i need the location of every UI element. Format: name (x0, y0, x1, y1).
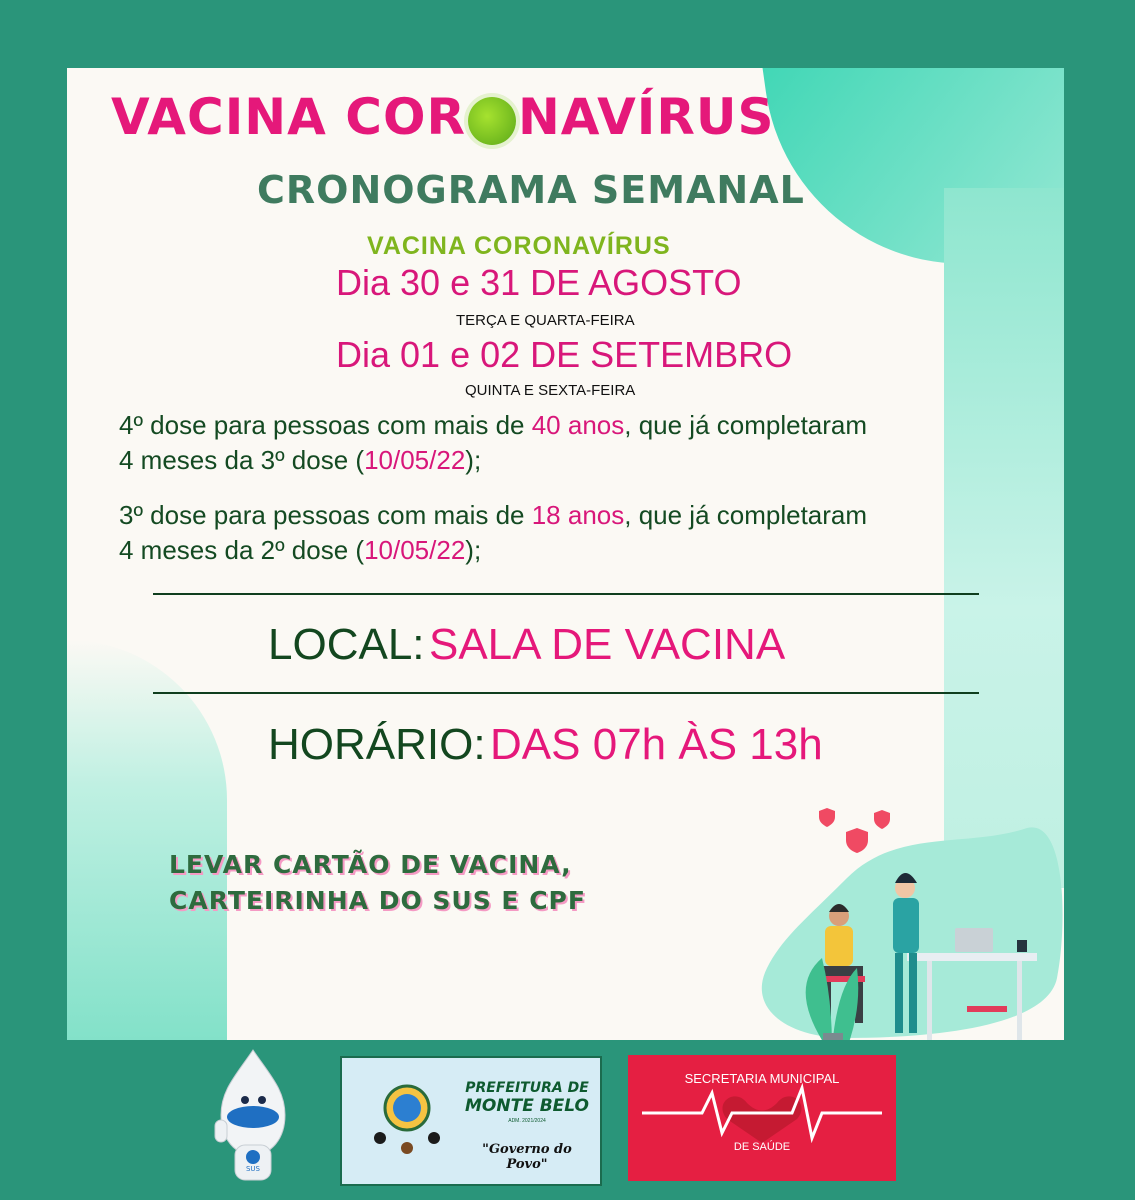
mascot-sus-badge: SUS (245, 1165, 261, 1173)
secretaria-logo (628, 1055, 896, 1181)
local-row (268, 620, 785, 670)
local-label: LOCAL: (268, 620, 425, 669)
bring-line-1: LEVAR CARTÃO DE VACINA, (169, 850, 572, 879)
schedule-value: DAS 07h ÀS 13h (490, 720, 823, 769)
vaccination-illustration (727, 808, 1064, 1040)
schedule-row (268, 720, 823, 770)
weekdays-2: QUINTA E SEXTA-FEIRA (465, 382, 636, 399)
heartbeat-icon (642, 1083, 882, 1143)
prefeitura-logo (340, 1056, 602, 1186)
shield-icon (819, 808, 890, 853)
prefeitura-adm: ADM. 2021/2024 (508, 1118, 546, 1124)
schedule-label: HORÁRIO: (268, 720, 486, 769)
vaccine-label: VACINA CORONAVÍRUS (367, 232, 671, 260)
coat-of-arms-icon (362, 1078, 452, 1168)
virus-icon (468, 97, 516, 145)
date-range-2: Dia 01 e 02 DE SETEMBRO (336, 334, 793, 375)
divider-1 (153, 593, 979, 595)
dose-info-2: 3º dose para pessoas com mais de 18 anos, que já completaram 4 meses da 2º dose (10/05/22); (119, 500, 868, 565)
local-value: SALA DE VACINA (428, 620, 786, 669)
nurse (893, 898, 919, 953)
prefeitura-line-1: PREFEITURA DE (465, 1080, 589, 1096)
bring-line-2: CARTEIRINHA DO SUS E CPF (169, 886, 586, 915)
patient (825, 926, 853, 966)
poster-subtitle: CRONOGRAMA SEMANAL (257, 168, 805, 212)
secretaria-line-2: DE SAÚDE (733, 1141, 791, 1153)
sus-mascot-icon (210, 1045, 296, 1190)
poster-title: VACINA COR NAVÍRUS (111, 88, 775, 146)
weekdays-1: TERÇA E QUARTA-FEIRA (456, 312, 635, 329)
table (907, 953, 1037, 961)
decor-blob-bottom-left (67, 640, 227, 1040)
poster (67, 68, 1064, 1040)
chair (967, 1006, 1007, 1012)
dose-info-1: 4º dose para pessoas com mais de 40 anos, que já completaram 4 meses da 3º dose (10/05/22); (119, 410, 868, 475)
prefeitura-line-2: MONTE BELO (465, 1096, 589, 1116)
secretaria-line-1: SECRETARIA MUNICIPAL (684, 1071, 840, 1086)
prefeitura-slogan: "Governo do Povo" (482, 1142, 572, 1172)
divider-2 (153, 692, 979, 694)
laptop-icon (955, 928, 993, 952)
date-range-1: Dia 30 e 31 DE AGOSTO (336, 262, 742, 303)
